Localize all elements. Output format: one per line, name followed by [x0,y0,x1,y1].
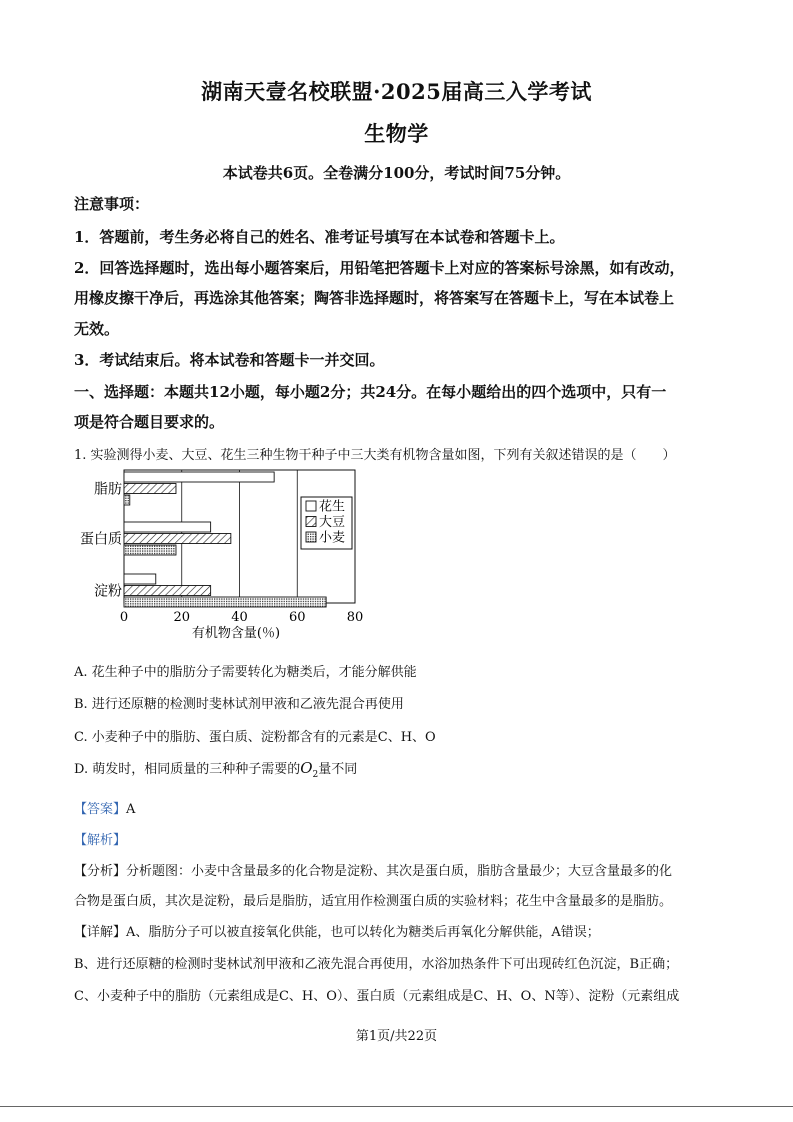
option-c: C. 小麦种子中的脂肪、蛋白质、淀粉都含有的元素是C、H、O [74,730,436,745]
option-d-tail: 量不同 [318,762,358,777]
bar-花生-脂肪 [124,472,274,482]
option-a: A. 花生种子中的脂肪分子需要转化为糖类后，才能分解供能 [74,665,417,680]
legend-label: 小麦 [319,530,346,546]
x-tick-label: 40 [231,610,248,625]
notice-item-2-end: 无效。 [74,320,120,338]
legend-swatch [306,517,316,527]
category-label: 淀粉 [94,583,122,600]
x-tick-label: 20 [173,610,191,625]
category-label: 脂肪 [94,481,122,498]
x-tick-label: 0 [119,610,129,625]
bar-大豆-脂肪 [124,484,176,494]
bar-小麦-淀粉 [124,597,326,607]
notice-item-3: 3．考试结束后。将本试卷和答题卡一并交回。 [74,351,385,369]
section-heading: 一、选择题：本题共12小题，每小题2分；共24分。在每小题给出的四个选项中，只有一 [74,383,667,401]
option-d [74,758,357,780]
legend [301,497,352,549]
detail-label: 【详解】 [74,925,127,940]
question-stem: 1. 实验测得小麦、大豆、花生三种生物干种子中三大类有机物含量如图，下列有关叙述错误的是（ ） [74,448,676,463]
notice-item-2-cont: 用橡皮擦干净后，再选涂其他答案；陶答非选择题时，将答案写在答题卡上，写在本试卷上 [74,289,675,307]
answer-line [74,798,135,817]
option-d-text: D. 萌发时，相同质量的三种种子需要的 [74,762,301,777]
legend-label: 大豆 [319,515,346,530]
fenxi-text: 分析题图：小麦中含量最多的化合物是淀粉、其次是蛋白质，脂肪含量最少；大豆含量最多的化 [126,864,673,879]
bar-小麦-脂肪 [124,495,130,505]
fenxi-line-1 [74,860,672,879]
answer-value: A [126,802,136,817]
x-tick-label: 60 [288,610,306,625]
option-b: B. 进行还原糖的检测时斐林试剂甲液和乙液先混合再使用 [74,697,404,712]
notice-item-1: 1．答题前，考生务必将自己的姓名、准考证号填写在本试卷和答题卡上。 [74,228,565,246]
bar-大豆-淀粉 [124,586,211,596]
exam-info: 本试卷共6页。全卷满分100分，考试时间75分钟。 [222,164,571,182]
exam-title: 湖南天壹名校联盟·2025届高三入学考试 [201,79,592,104]
bar-花生-淀粉 [124,574,156,584]
footer-divider [0,1106,793,1107]
detail-a [74,921,600,940]
analysis-label: 【解析】 [74,833,127,848]
fenxi-line-2: 合物是蛋白质，其次是淀粉，最后是脂肪，适宜用作检测蛋白质的实验材料；花生中含量最多的是脂肪。 [74,894,673,909]
detail-b: B、进行还原糖的检测时斐林试剂甲液和乙液先混合再使用，水浴加热条件下可出现砖红色沉淀，B正确； [74,957,679,972]
fenxi-label: 【分析】 [74,864,127,879]
oxygen-subscript: 2 [312,770,319,780]
oxygen-formula: $O_2$ [300,759,319,780]
page-number: 第1页/共22页 [355,1029,438,1044]
notice-heading: 注意事项： [74,195,150,213]
x-axis-label: 有机物含量(％) [191,626,281,641]
category-label: 蛋白质 [80,531,122,548]
x-tick-label: 80 [346,610,364,625]
detail-c: C、小麦种子中的脂肪（元素组成是C、H、O）、蛋白质（元素组成是C、H、O、N等）、淀粉（元素组成 [74,989,680,1004]
bar-大豆-蛋白质 [124,534,231,544]
legend-swatch [306,501,316,511]
legend-label: 花生 [319,499,346,515]
bar-小麦-蛋白质 [124,545,176,555]
subject-title: 生物学 [364,121,429,146]
detail-a-text: A、脂肪分子可以被直接氧化供能，也可以转化为糖类后再氧化分解供能，A错误； [126,925,600,940]
bar-chart [70,464,370,644]
answer-label: 【答案】 [74,802,127,817]
notice-item-2: 2．回答选择题时，选出每小题答案后，用铅笔把答题卡上对应的答案标号涂黑，如有改动， [74,259,685,277]
bar-花生-蛋白质 [124,522,211,532]
legend-swatch [306,532,316,542]
section-heading-cont: 项是符合题目要求的。 [74,413,225,431]
